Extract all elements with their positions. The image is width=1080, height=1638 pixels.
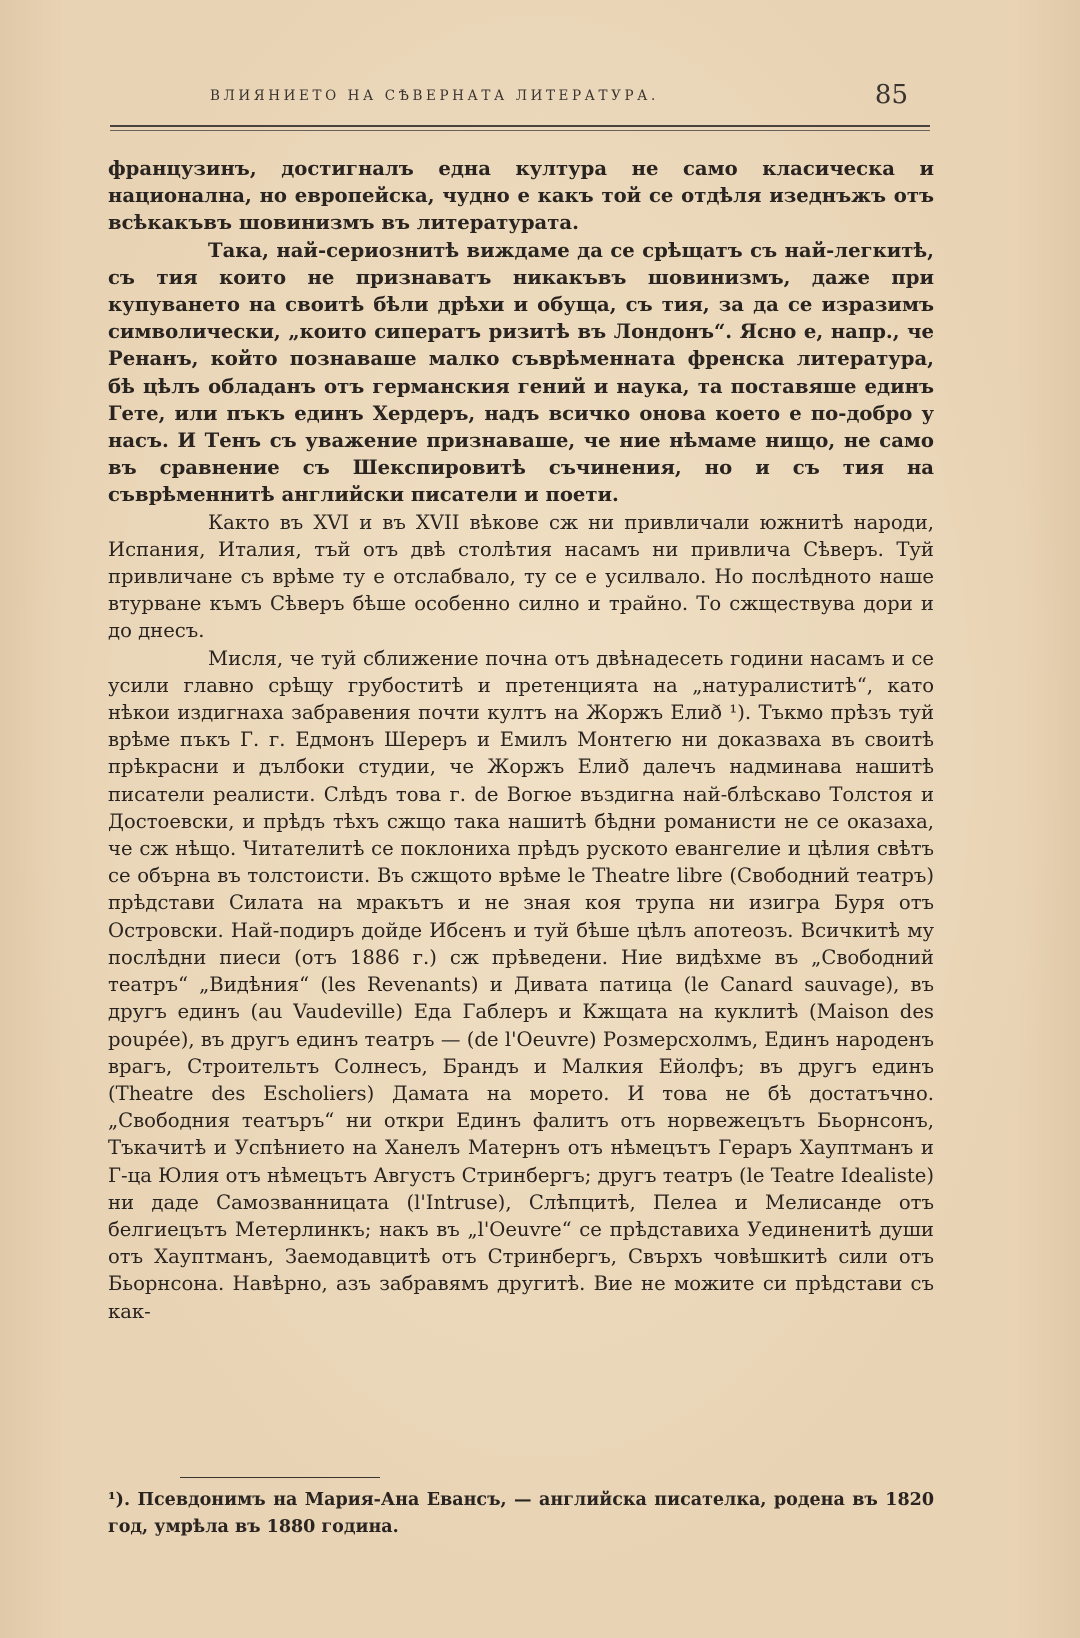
body-text xyxy=(108,155,934,1325)
running-head xyxy=(110,82,930,122)
paragraph-1: французинъ, достигналъ една култура не само класическа и национална, но европейска, чудно е какъ той се отдѣля изеднъжъ отъ всѣкакъвъ шовинизмъ въ литературата. xyxy=(108,157,934,235)
footnote-rule xyxy=(180,1477,380,1478)
paragraph-3: Както въ XVI и въ XVII вѣкове сж ни привличали южнитѣ народи, Испания, Италия, тъй отъ двѣ столѣтия насамъ ни привлича Сѣверъ. Туй привличане съ врѣме ту е отслабвало, ту се е усилвало. Но послѣдното наше втурване къмъ Сѣверъ бѣше особенно силно и трайно. То сжществува дори и до днесъ. xyxy=(108,510,934,643)
paragraph-2: Така, най-сериознитѣ виждаме да се срѣщатъ съ най-легкитѣ, съ тия които не признаватъ никакъвъ шовинизмъ, даже при купуването на своитѣ бѣли дрѣхи и обуща, съ тия, за да се изразимъ символически, „които сиператъ ризитѣ въ Лондонъ“. Ясно е, напр., че Ренанъ, който познаваше малко съврѣменната френска литература, бѣ цѣлъ обладанъ отъ германския гений и наука, та поставяше единъ Гете, или пъкъ единъ Хердеръ, надъ всичко онова което е по-добро у насъ. И Тенъ съ уважение признаваше, че ние нѣмаме нищо, не само въ сравнение съ Шекспировитѣ съчинения, но и съ тия на съврѣменнитѣ английски писатели и поети. xyxy=(108,238,934,507)
footnote: ¹). Псевдонимъ на Мария-Ана Евансъ, — английска писателка, родена въ 1820 год, умрѣла въ 1880 година. xyxy=(108,1490,934,1537)
header-rule xyxy=(110,125,930,127)
running-title: ВЛИЯНИЕТО НА СѢВЕРНАТА ЛИТЕРАТУРА. xyxy=(210,88,659,104)
page-number: 85 xyxy=(874,80,908,110)
paragraph-4: Мисля, че туй сближение почна отъ двѣнадесеть години насамъ и се усили главно срѣщу грубоститѣ и претенцията на „натуралиститѣ“, като нѣкои издигнаха забравения почти култъ на Жоржъ Елиð ¹). Тъкмо прѣзъ туй врѣме пъкъ Г. г. Едмонъ Шереръ и Емилъ Монтегю ни доказваха въ своитѣ прѣкрасни и дълбоки студии, че Жоржъ Елиð далечъ надминава нашитѣ писатели реалисти. Слѣдъ това г. de Вогюе въздигна най-блѣскаво Толстоя и Достоевски, и прѣдъ тѣхъ сжщо така нашитѣ бѣдни романисти не се оказаха, че сж нѣщо. Читателитѣ се поклониха прѣдъ руското евангелие и цѣлия свѣтъ се обърна въ толстоисти. Въ сжщото врѣме le Theatre libre (Свободний театръ) прѣдстави Силата на мракътъ и не зная коя трупа ни изигра Буря отъ Островски. Най-подиръ дойде Ибсенъ и туй бѣше цѣлъ апотеозъ. Всичкитѣ му послѣдни пиеси (отъ 1886 г.) сж прѣведени. Ние видѣхме въ „Свободний театръ“ „Видѣния“ (les Revenants) и Дивата патица (le Canard sauvage), въ другъ единъ (au Vaudeville) Еда Габлеръ и Кжщата на куклитѣ (Maison des poupée), въ другъ единъ театръ — (de l'Oeuvre) Розмерсхолмъ, Единъ народенъ врагъ, Строительтъ Солнесъ, Брандъ и Малкия Ейолфъ; въ другъ единъ (Theatre des Escholiers) Дамата на морето. И това не бѣ достатъчно. „Свободния театъръ“ ни откри Единъ фалитъ отъ норвежецътъ Бьорнсонъ, Тъкачитѣ и Успѣнието на Ханелъ Матернъ отъ нѣмецътъ Гераръ Хауптманъ и Г-ца Юлия отъ нѣмецътъ Августъ Стринбергъ; другъ театръ (le Teatre Idealiste) ни даде Самозванницата (l'Intruse), Слѣпцитѣ, Пелеа и Мелисанде отъ белгиецътъ Метерлинкъ; накъ въ „l'Oeuvre“ се прѣдставиха Уединенитѣ души отъ Хауптманъ, Заемодавцитѣ отъ Стринбергъ, Свърхъ човѣшкитѣ сили отъ Бьорнсона. Навѣрно, азъ забравямъ другитѣ. Вие не можите си прѣдстави съ как- xyxy=(108,646,934,1323)
header-rule-thin xyxy=(110,130,930,131)
